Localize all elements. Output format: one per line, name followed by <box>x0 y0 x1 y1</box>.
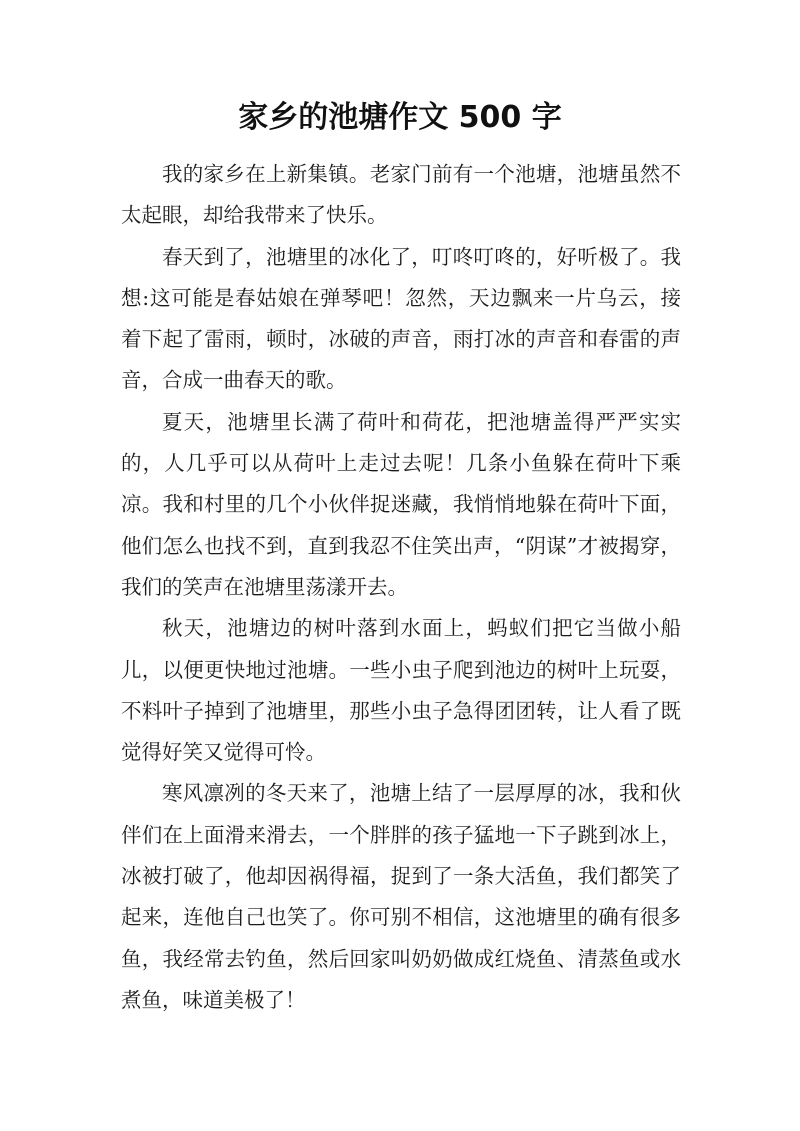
paragraph-winter: 寒风凛冽的冬天来了，池塘上结了一层厚厚的冰，我和伙伴们在上面滑来滑去，一个胖胖的孩子猛地一下子跳到冰上，冰被打破了，他却因祸得福，捉到了一条大活鱼，我们都笑了起来，连他自己也笑了。你可别不相信，这池塘里的确有很多鱼，我经常去钓鱼，然后回家叫奶奶做成红烧鱼、清蒸鱼或水煮鱼，味道美极了！ <box>121 781 681 1012</box>
document-body <box>121 154 681 1021</box>
paragraph-autumn: 秋天，池塘边的树叶落到水面上，蚂蚁们把它当做小船儿，以便更快地过池塘。一些小虫子爬到池边的树叶上玩耍，不料叶子掉到了池塘里，那些小虫子急得团团转，让人看了既觉得好笑又觉得可怜。 <box>121 616 681 765</box>
paragraph-intro: 我的家乡在上新集镇。老家门前有一个池塘，池塘虽然不太起眼，却给我带来了快乐。 <box>121 162 681 228</box>
document-title: 家乡的池塘作文 500 字 <box>238 100 562 135</box>
paragraph-summer: 夏天，池塘里长满了荷叶和荷花，把池塘盖得严严实实的，人几乎可以从荷叶上走过去呢！几条小鱼躲在荷叶下乘凉。我和村里的几个小伙伴捉迷藏，我悄悄地躲在荷叶下面，他们怎么也找不到，直到我忍不住笑出声，“阴谋”才被揭穿，我们的笑声在池塘里荡漾开去。 <box>121 409 681 599</box>
paragraph-spring: 春天到了，池塘里的冰化了，叮咚叮咚的，好听极了。我想:这可能是春姑娘在弹琴吧！忽然，天边飘来一片乌云，接着下起了雷雨，顿时，冰破的声音，雨打冰的声音和春雷的声音，合成一曲春天的歌。 <box>121 244 681 393</box>
